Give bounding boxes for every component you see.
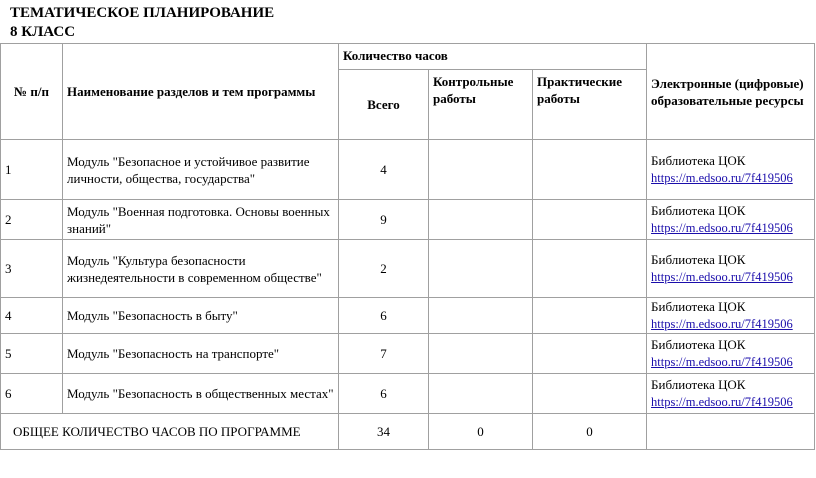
row-total: 4	[339, 140, 429, 200]
row-num: 4	[1, 298, 63, 334]
resource-label: Библиотека ЦОК	[651, 252, 746, 267]
header-practical: Практические работы	[533, 70, 647, 140]
document-title	[10, 4, 274, 42]
row-total: 2	[339, 240, 429, 298]
row-control	[429, 240, 533, 298]
row-resource	[647, 240, 815, 298]
planning-table	[0, 43, 815, 450]
row-resource	[647, 200, 815, 240]
row-num: 2	[1, 200, 63, 240]
row-practical	[533, 334, 647, 374]
table-row	[1, 140, 815, 200]
header-resources: Электронные (цифровые) образовательные ресурсы	[647, 44, 815, 140]
row-practical	[533, 298, 647, 334]
row-name: Модуль "Культура безопасности жизнедеятельности в современном обществе"	[63, 240, 339, 298]
title-line-1: ТЕМАТИЧЕСКОЕ ПЛАНИРОВАНИЕ	[10, 5, 275, 21]
row-num: 6	[1, 374, 63, 414]
resource-link[interactable]: https://m.edsoo.ru/7f419506	[651, 270, 793, 284]
table-row	[1, 200, 815, 240]
row-total: 7	[339, 334, 429, 374]
header-hours: Количество часов	[339, 44, 647, 70]
table-row	[1, 334, 815, 374]
footer-resource	[647, 414, 815, 450]
table-row	[1, 374, 815, 414]
row-resource	[647, 298, 815, 334]
title-line-2: 8 КЛАСС	[10, 24, 76, 40]
resource-label: Библиотека ЦОК	[651, 203, 746, 218]
row-num: 5	[1, 334, 63, 374]
resource-link[interactable]: https://m.edsoo.ru/7f419506	[651, 221, 793, 235]
header-control: Контрольные работы	[429, 70, 533, 140]
resource-link[interactable]: https://m.edsoo.ru/7f419506	[651, 171, 793, 185]
row-resource	[647, 140, 815, 200]
row-control	[429, 334, 533, 374]
footer-control: 0	[429, 414, 533, 450]
resource-link[interactable]: https://m.edsoo.ru/7f419506	[651, 355, 793, 369]
row-name: Модуль "Безопасность в быту"	[63, 298, 339, 334]
header-row-1	[1, 44, 815, 70]
footer-practical: 0	[533, 414, 647, 450]
footer-row	[1, 414, 815, 450]
row-control	[429, 200, 533, 240]
row-practical	[533, 374, 647, 414]
row-name: Модуль "Безопасность в общественных местах"	[63, 374, 339, 414]
row-control	[429, 140, 533, 200]
resource-link[interactable]: https://m.edsoo.ru/7f419506	[651, 395, 793, 409]
resource-label: Библиотека ЦОК	[651, 377, 746, 392]
row-total: 9	[339, 200, 429, 240]
footer-total: 34	[339, 414, 429, 450]
row-total: 6	[339, 374, 429, 414]
header-total: Всего	[339, 70, 429, 140]
resource-label: Библиотека ЦОК	[651, 153, 746, 168]
row-total: 6	[339, 298, 429, 334]
resource-link[interactable]: https://m.edsoo.ru/7f419506	[651, 317, 793, 331]
row-name: Модуль "Безопасное и устойчивое развитие личности, общества, государства"	[63, 140, 339, 200]
row-resource	[647, 334, 815, 374]
row-practical	[533, 140, 647, 200]
row-name: Модуль "Военная подготовка. Основы военных знаний"	[63, 200, 339, 240]
table-row	[1, 240, 815, 298]
resource-label: Библиотека ЦОК	[651, 299, 746, 314]
row-num: 1	[1, 140, 63, 200]
footer-label: ОБЩЕЕ КОЛИЧЕСТВО ЧАСОВ ПО ПРОГРАММЕ	[1, 414, 339, 450]
header-name: Наименование разделов и тем программы	[63, 44, 339, 140]
row-name: Модуль "Безопасность на транспорте"	[63, 334, 339, 374]
row-num: 3	[1, 240, 63, 298]
resource-label: Библиотека ЦОК	[651, 337, 746, 352]
row-resource	[647, 374, 815, 414]
table-row	[1, 298, 815, 334]
row-practical	[533, 200, 647, 240]
row-practical	[533, 240, 647, 298]
row-control	[429, 374, 533, 414]
row-control	[429, 298, 533, 334]
header-num: № п/п	[1, 44, 63, 140]
